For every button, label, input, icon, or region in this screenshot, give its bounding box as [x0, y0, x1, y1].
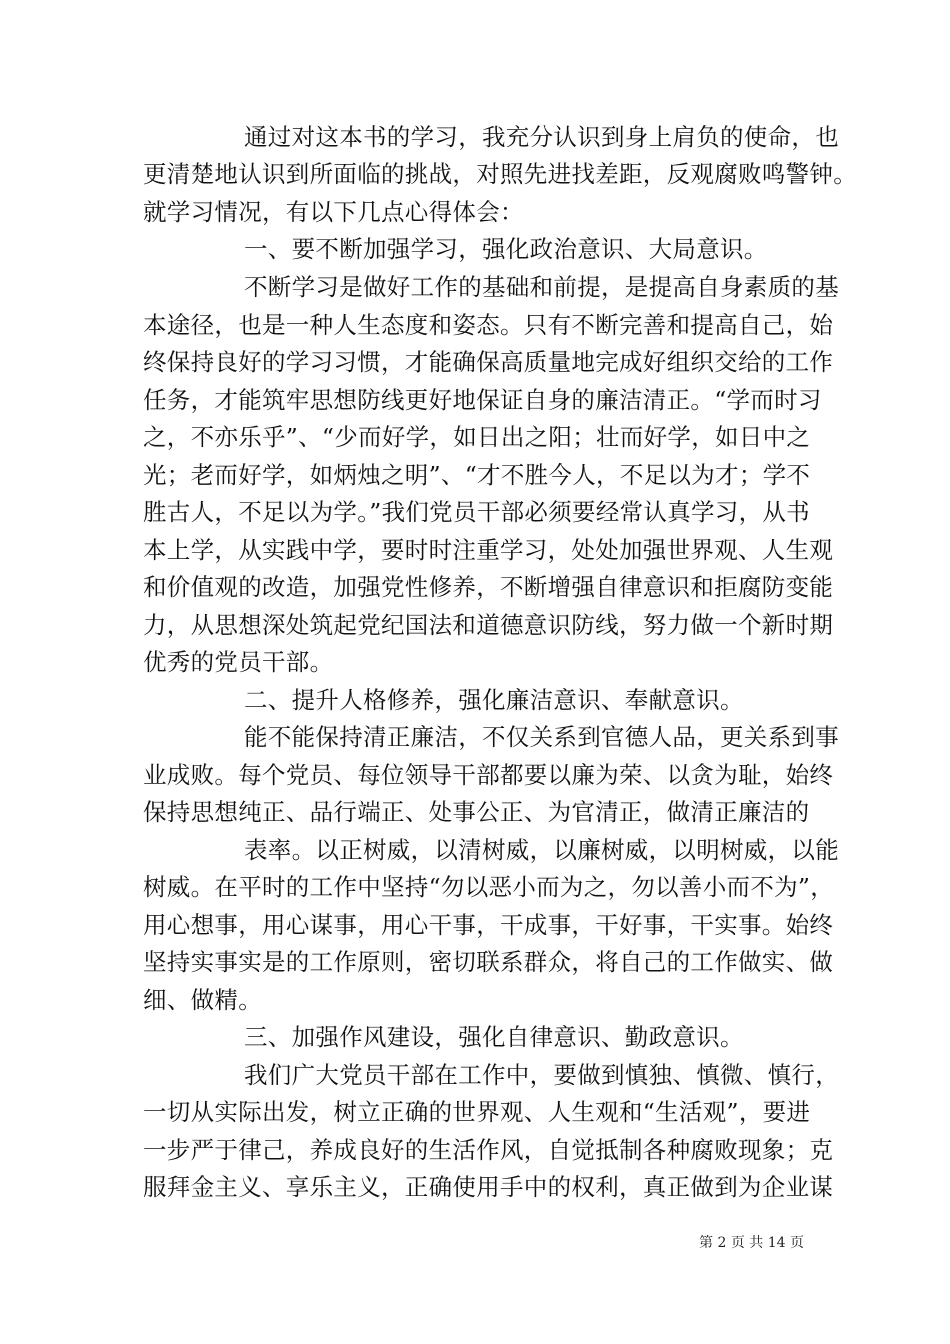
paragraph-line: 本上学，从实践中学，要时时注重学习，处处加强世界观、人生观	[143, 536, 834, 564]
paragraph-line: 之，不亦乐乎”、“少而好学，如日出之阳；壮而好学，如日中之	[143, 423, 811, 451]
section-heading: 二、提升人格修养，强化廉洁意识、奉献意识。	[244, 686, 744, 714]
paragraph-line: 保持思想纯正、品行端正、处事公正、为官清正，做清正廉洁的	[143, 798, 810, 826]
paragraph-line: 更清楚地认识到所面临的挑战，对照先进找差距，反观腐败鸣警钟。	[143, 160, 857, 188]
page-number: 第 2 页 共 14 页	[699, 1235, 804, 1251]
paragraph-line: 终保持良好的学习习惯，才能确保高质量地完成好组织交给的工作	[143, 348, 834, 376]
paragraph-line: 细、做精。	[143, 986, 262, 1014]
paragraph-line: 和价值观的改造，加强党性修养，不断增强自律意识和拒腐防变能	[143, 573, 834, 601]
paragraph-line: 就学习情况，有以下几点心得体会：	[143, 198, 524, 226]
paragraph-line: 优秀的党员干部。	[143, 648, 334, 676]
paragraph-line: 不断学习是做好工作的基础和前提，是提高自身素质的基	[244, 273, 839, 301]
paragraph-line: 本途径，也是一种人生态度和姿态。只有不断完善和提高自己，始	[143, 311, 834, 339]
paragraph-line: 光；老而好学，如炳烛之明”、“才不胜今人，不足以为才；学不	[143, 461, 811, 489]
paragraph-line: 任务，才能筑牢思想防线更好地保证自身的廉洁清正。“学而时习	[143, 386, 822, 414]
paragraph-line: 力，从思想深处筑起党纪国法和道德意识防线，努力做一个新时期	[143, 611, 834, 639]
paragraph-line: 通过对这本书的学习，我充分认识到身上肩负的使命，也	[244, 123, 839, 151]
section-heading: 一、要不断加强学习，强化政治意识、大局意识。	[244, 235, 768, 263]
paragraph-line: 能不能保持清正廉洁，不仅关系到官德人品，更关系到事	[244, 723, 839, 751]
paragraph-line: 胜古人，不足以为学。”我们党员干部必须要经常认真学习，从书	[143, 498, 810, 526]
paragraph-line: 坚持实事实是的工作原则，密切联系群众，将自己的工作做实、做	[143, 948, 834, 976]
paragraph-line: 表率。以正树威，以清树威，以廉树威，以明树威，以能	[244, 836, 839, 864]
paragraph-line: 一步严于律己，养成良好的生活作风，自觉抵制各种腐败现象；克	[143, 1136, 834, 1164]
paragraph-line: 树威。在平时的工作中坚持“勿以恶小而为之，勿以善小而不为”，	[143, 873, 835, 901]
paragraph-line: 业成败。每个党员、每位领导干部都要以廉为荣、以贪为耻，始终	[143, 761, 834, 789]
paragraph-line: 我们广大党员干部在工作中，要做到慎独、慎微、慎行，	[244, 1061, 839, 1089]
section-heading: 三、加强作风建设，强化自律意识、勤政意识。	[244, 1023, 744, 1051]
paragraph-line: 用心想事，用心谋事，用心干事，干成事，干好事，干实事。始终	[143, 911, 834, 939]
paragraph-line: 一切从实际出发，树立正确的世界观、人生观和“生活观”，要进	[143, 1098, 811, 1126]
paragraph-line: 服拜金主义、享乐主义，正确使用手中的权利，真正做到为企业谋	[143, 1173, 834, 1201]
